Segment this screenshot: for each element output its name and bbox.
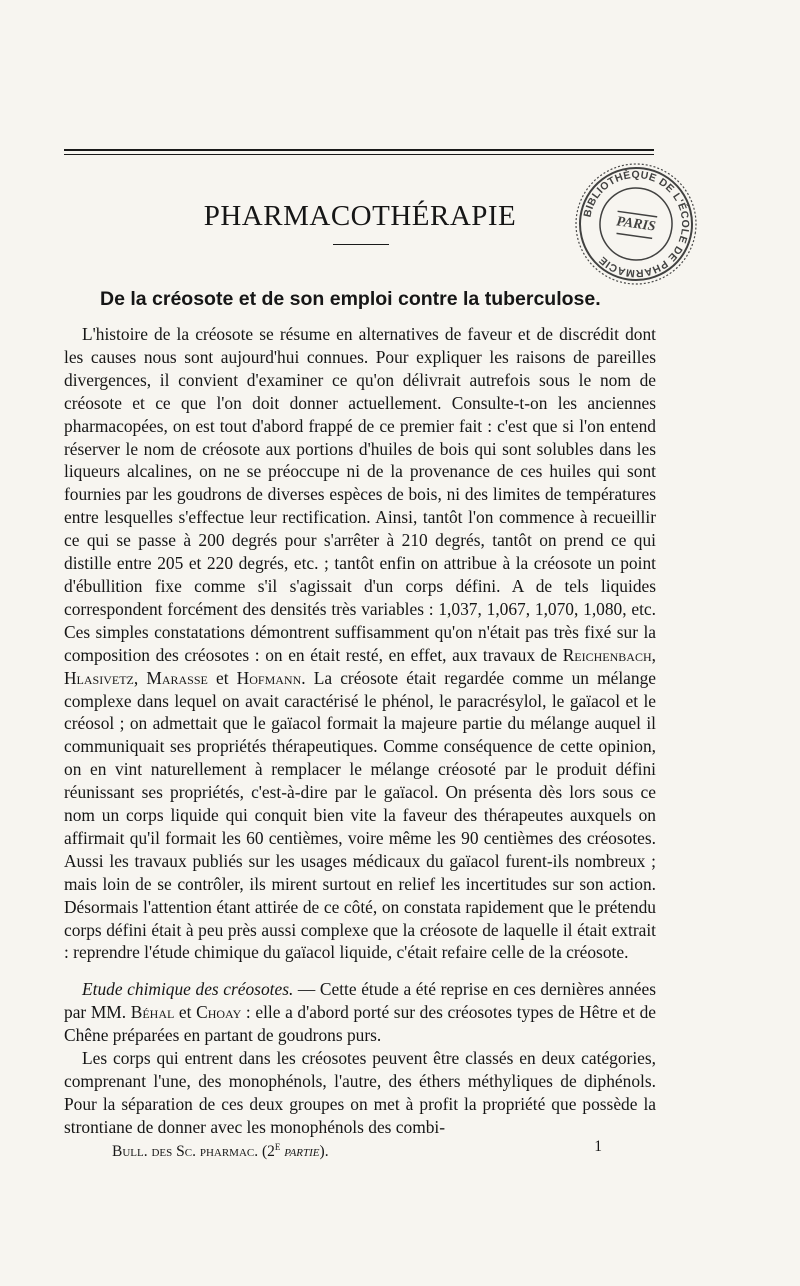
journal-sup: e [274, 1138, 281, 1153]
journal-name [112, 1138, 329, 1161]
journal-close: ). [319, 1143, 329, 1161]
article-body [64, 323, 656, 1139]
paragraph-2-text-b: : elle a d'abord porté sur des créosotes types de Hêtre et de Chêne préparées en partant de goudrons purs. [64, 1002, 656, 1046]
author-name: Hlasivetz [64, 667, 134, 688]
separator: , [651, 644, 656, 665]
section-heading: Etude chimique des créosotes. [82, 979, 294, 1000]
paragraph-1 [64, 323, 656, 964]
journal-title: Bull. des Sc. pharmac. (2 [112, 1143, 275, 1161]
author-name: Hofmann [236, 667, 302, 688]
paragraph-1-text-b: . La créosote était regardée comme un mélange complexe dans lequel on avait caractérisé le phénol, le paracrésylol, le gaïacol et le créosol ; on admettait que le gaïacol formait la majeure partie du mélange auquel il communiquait ses propriétés thérapeutiques. Comme conséquence de cette opinion, on en vint naturellement à remplacer le mélange créosoté par le produit défini réunissant ses propriétés, c'est-à-dire par le gaïacol. On présenta dès lors sous ce nom un corps liquide qui conquit bien vite la faveur des thérapeutes auxquels on affirmait qu'il formait les 60 centièmes, voire même les 90 centièmes des créosotes. Aussi les travaux publiés sur les usages médicaux du gaïacol furent-ils nombreux ; mais loin de se contrôler, ils mirent surtout en relief les incertitudes sur son action. Désormais l'attention étant attirée de ce côté, on constata rapidement que le prétendu corps défini était à peu près aussi complexe que la créosote de laquelle il était extrait : reprendre l'étude chimique du gaïacol liquide, c'était refaire celle de la créosote. [64, 667, 657, 963]
library-stamp [572, 160, 700, 288]
author-name: Choay [196, 1002, 242, 1023]
page-footer [112, 1138, 602, 1161]
title-rule [333, 244, 389, 245]
journal-part: partie [284, 1143, 320, 1161]
author-name: Marasse [146, 667, 208, 688]
author-name: Béhal [130, 1002, 175, 1023]
page-number: 1 [594, 1138, 602, 1155]
separator: et [207, 667, 237, 688]
author-name: Reichenbach [562, 644, 652, 665]
separator: et [174, 1002, 197, 1023]
paragraph-2-text-a: — Cette étude a été reprise en ces dernières années par MM. [64, 979, 656, 1023]
stamp-ring-text: BIBLIOTHÈQUE DE L'ÉCOLE DE PHARMACIE [581, 168, 692, 280]
paragraph-1-text-a: L'histoire de la créosote se résume en alternatives de faveur et de discrédit dont les causes nous sont aujourd'hui connues. Pour expliquer les raisons de pareilles divergences, il convient d'examiner ce qu'on délivrait autrefois sous le nom de créosote et ce que l'on doit donner actuellement. Consulte-t-on les anciennes pharmacopées, on est tout d'abord frappé de ce premier fait : c'est que si l'on entend réserver le nom de créosote aux portions d'huiles de bois qui sont solubles dans les liqueurs alcalines, on ne se préoccupe ni de la provenance de ces huiles qui sont fournies par les goudrons de diverses espèces de bois, ni des limites de températures entre lesquelles s'effectue leur rectification. Ainsi, tantôt l'on commence à recueillir ce qui se passe à 200 degrés pour s'arrêter à 210 degrés, tantôt on prend ce qui distille entre 205 et 220 degrés, etc. ; tantôt enfin on attribue à la créosote un point d'ébullition fixe comme s'il s'agissait d'un corps défini. A de tels liquides correspondent forcément des densités très variables : 1,037, 1,067, 1,070, 1,080, etc. Ces simples constatations démontrent suffisamment qu'on n'était pas très fixé sur la composition des créosotes : on en était resté, en effet, aux travaux de [64, 324, 656, 665]
paragraph-2 [64, 978, 656, 1047]
separator: , [133, 667, 147, 688]
page-title: PHARMACOTHÉRAPIE [203, 200, 517, 232]
article-subtitle: De la créosote et de son emploi contre la tuberculose. [100, 288, 601, 310]
paragraph-3: Les corps qui entrent dans les créosotes peuvent être classés en deux catégories, comprenant l'une, des monophénols, l'autre, des éthers méthyliques de diphénols. Pour la séparation de ces deux groupes on met à profit la propriété que possède la strontiane de donner avec les monophénols des combi- [64, 1048, 656, 1137]
header-rule-thin [64, 154, 654, 155]
stamp-center-text: PARIS [615, 214, 657, 235]
header-rule-thick [64, 149, 654, 151]
